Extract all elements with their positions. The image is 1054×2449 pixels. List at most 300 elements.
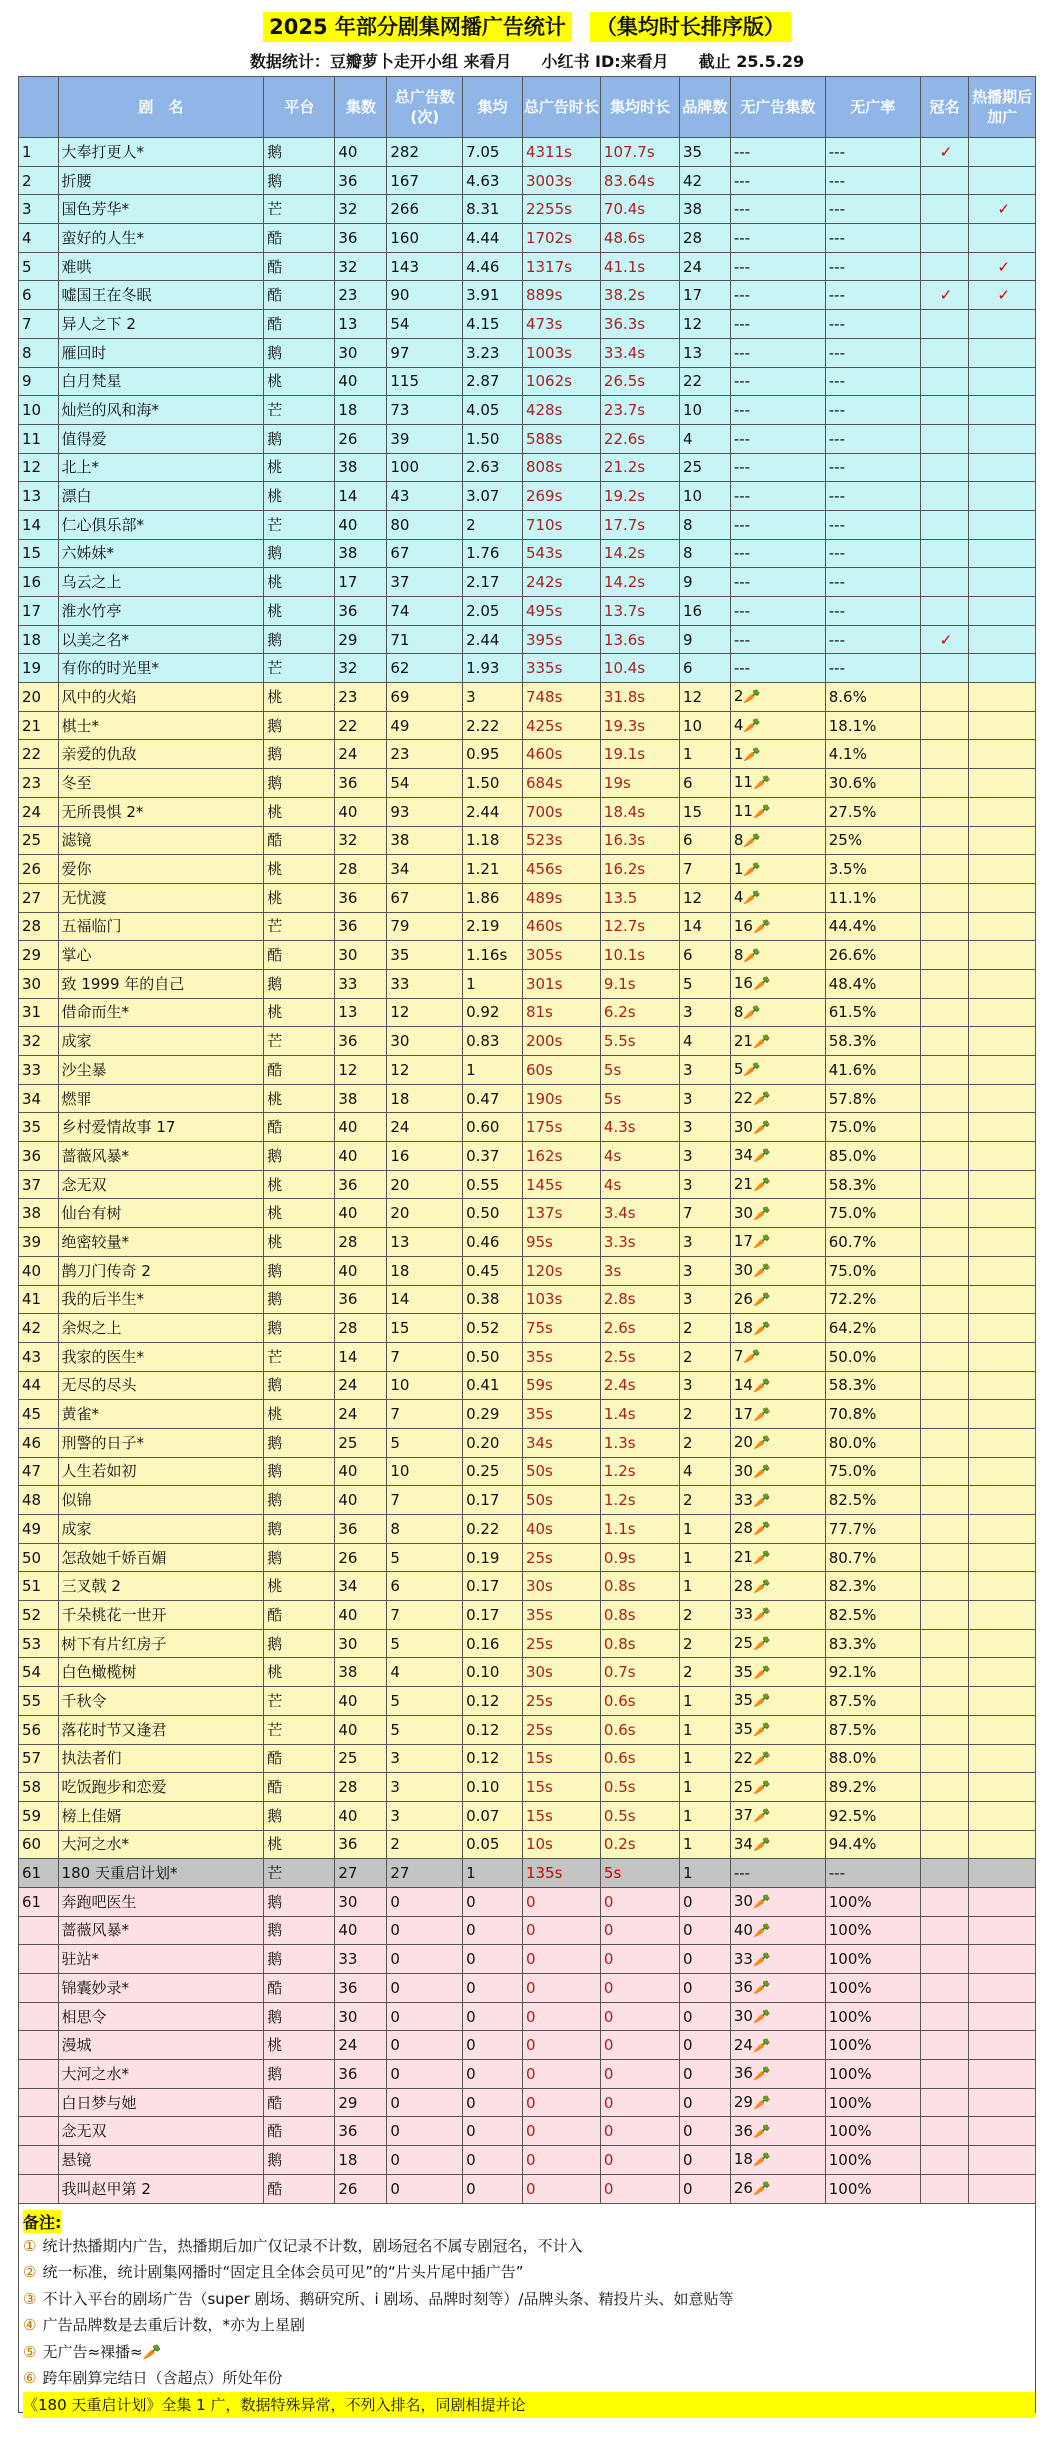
cell-text: 3 [390,1806,400,1825]
table-row [19,539,1036,568]
cell-text: 26 [338,1548,358,1567]
cell-rank [19,224,59,253]
cell-no-ad-episodes [730,855,825,884]
cell-text: 4.05 [466,401,500,420]
cell-total-ads [387,2146,463,2175]
cell-text: 49 [390,716,410,735]
cell-rank [19,2031,59,2060]
cell-episodes [335,797,387,826]
cell-text: 鹅 [267,343,283,362]
cell-text: 12.7s [603,917,646,936]
cell-text: 40 [338,1921,358,1940]
cell-avg-ads [463,1773,523,1802]
cell-brands [680,568,731,597]
cell-text: 6 [22,286,32,305]
cell-avg-ads [463,1084,523,1113]
cell-text: 460s [525,745,563,764]
cell-text: 305s [525,946,563,965]
cell-no-ad-rate [825,2146,920,2175]
cell-text: 50.0% [828,1347,877,1366]
cell-no-ad-rate [825,797,920,826]
cell-total-ad-time [522,2002,600,2031]
cell-text: 22.6s [603,429,646,448]
cell-text: 3 [390,1749,400,1768]
cell-text: 白色橄榄树 [61,1663,137,1682]
cell-brands [680,826,731,855]
cell-text: 38 [390,831,410,850]
cell-brands [680,1027,731,1056]
cell-text: 鹅 [267,2007,283,2026]
cell-text: 36 [338,773,358,792]
cell-avg-ads [463,1830,523,1859]
cell-brands [680,166,731,195]
cell-text: 135s [525,1864,563,1883]
cell-text: 93 [390,802,410,821]
cell-late-ads [969,1428,1036,1457]
cell-sponsor [920,1629,969,1658]
carrot-icon: 🥕 [743,861,761,878]
cell-platform [264,2088,335,2117]
cell-late-ads [969,138,1036,167]
cell-platform [264,310,335,339]
cell-no-ad-rate [825,1056,920,1085]
cell-text: 28 [22,917,42,936]
cell-text: 0.38 [466,1290,500,1309]
cell-text: 27 [390,1864,410,1883]
cell-text: 1 [683,1548,693,1567]
cell-text: 40 [338,1462,358,1481]
cell-late-ads [969,539,1036,568]
cell-text: 鹅 [267,1892,283,1911]
cell-text: 12 [338,1060,358,1079]
cell-text: 国色芳华* [61,200,130,219]
cell-text: 48.6s [603,228,646,247]
cell-no-ad-episodes [730,2060,825,2089]
cell-text: 25 [22,831,42,850]
cell-no-ad-rate [825,625,920,654]
cell-text: --- [733,458,751,477]
cell-avg-ad-time [600,1027,679,1056]
cell-total-ad-time [522,1572,600,1601]
cell-text: 36 [338,171,358,190]
carrot-icon: 🥕 [752,2095,771,2112]
header-sponsor: 冠名 [920,77,969,138]
cell-avg-ads [463,855,523,884]
cell-episodes [335,1457,387,1486]
cell-no-ad-rate [825,1629,920,1658]
cell-text: 588s [525,429,563,448]
cell-text: 8 [683,544,693,563]
cell-text: 32 [338,831,358,850]
cell-total-ads [387,1228,463,1257]
cell-total-ad-time [522,1773,600,1802]
cell-avg-ad-time [600,310,679,339]
cell-avg-ads [463,2088,523,2117]
table-row [19,568,1036,597]
cell-text: 桃 [267,372,283,391]
cell-text: 45 [22,1405,42,1424]
cell-text: 0.19 [466,1548,500,1567]
cell-text: 0 [390,2179,400,2198]
cell-text: --- [828,458,845,477]
cell-no-ad-rate [825,1916,920,1945]
table-row [19,1515,1036,1544]
cell-text: 49 [22,1519,42,1538]
cell-episodes [335,1084,387,1113]
cell-no-ad-episodes [730,568,825,597]
cell-text: 25s [525,1691,553,1710]
cell-text: 31.8s [603,687,646,706]
cell-text: 6 [683,831,693,850]
cell-text: 7.05 [466,142,500,161]
cell-text: 桃 [267,1835,283,1854]
cell-avg-ads [463,1457,523,1486]
cell-text: 0.41 [466,1376,500,1395]
cell-text: 35 [733,1691,753,1710]
cell-text: 似锦 [61,1491,92,1510]
cell-no-ad-episodes [730,1859,825,1888]
cell-sponsor [920,1744,969,1773]
cell-avg-ad-time [600,166,679,195]
cell-text: 36 [338,1978,358,1997]
cell-no-ad-rate [825,252,920,281]
cell-text: 0 [390,1978,400,1997]
cell-text: ✓ [997,200,1010,219]
cell-text: 24 [338,1376,358,1395]
cell-text: 75s [525,1319,553,1338]
cell-platform [264,1945,335,1974]
cell-total-ad-time [522,2117,600,2146]
cell-rank [19,1228,59,1257]
table-row [19,138,1036,167]
cell-text: 395s [525,630,563,649]
cell-text: 28 [733,1519,753,1538]
cell-episodes [335,883,387,912]
cell-text: 82.5% [828,1605,877,1624]
cell-late-ads [969,453,1036,482]
cell-rank [19,2002,59,2031]
cell-no-ad-rate [825,1084,920,1113]
cell-text: 鹅 [267,1806,283,1825]
cell-late-ads [969,1744,1036,1773]
cell-text: 23 [338,286,358,305]
cell-text: 26.6% [828,946,877,965]
cell-text: 桃 [267,601,283,620]
cell-rank [19,482,59,511]
cell-text: 5 [390,1634,400,1653]
cell-text: 8.6% [828,687,867,706]
cell-text: 难哄 [61,257,92,276]
cell-text: 1.21 [466,860,500,879]
cell-text: 11 [733,802,753,821]
cell-avg-ad-time [600,1601,679,1630]
cell-text: 鹅 [267,1921,283,1940]
cell-rank [19,740,59,769]
cell-brands [680,1228,731,1257]
cell-avg-ads [463,1572,523,1601]
cell-text: 爱你 [61,860,92,879]
cell-text: 15 [683,802,703,821]
table-row [19,740,1036,769]
cell-episodes [335,539,387,568]
cell-rank [19,568,59,597]
cell-platform [264,855,335,884]
cell-text: 22 [22,745,42,764]
table-row [19,1887,1036,1916]
cell-total-ads [387,367,463,396]
cell-text: 34 [390,860,410,879]
cell-text: 30 [733,2007,753,2026]
cell-sponsor [920,998,969,1027]
cell-text: 4 [683,1032,693,1051]
cell-text: 12 [390,1003,410,1022]
note-item [23,2233,1035,2260]
cell-total-ads [387,912,463,941]
cell-no-ad-rate [825,510,920,539]
cell-text: 有你的时光里* [61,659,160,678]
cell-text: 0 [525,1950,536,1969]
cell-no-ad-rate [825,1256,920,1285]
cell-rank [19,195,59,224]
cell-brands [680,367,731,396]
cell-text: 5s [603,1060,622,1079]
cell-sponsor [920,625,969,654]
cell-no-ad-episodes [730,769,825,798]
cell-sponsor [920,1113,969,1142]
cell-avg-ad-time [600,138,679,167]
cell-total-ads [387,1658,463,1687]
cell-no-ad-rate [825,1285,920,1314]
cell-text: 22 [683,372,703,391]
cell-title [58,1486,264,1515]
cell-text: 3 [683,1003,693,1022]
header-late-ads: 热播期后加广 [969,77,1036,138]
cell-total-ad-time [522,195,600,224]
cell-episodes [335,1199,387,1228]
cell-total-ads [387,1084,463,1113]
cell-avg-ad-time [600,625,679,654]
cell-sponsor [920,740,969,769]
cell-text: 8 [733,945,744,964]
cell-platform [264,1371,335,1400]
cell-text: 树下有片红房子 [61,1634,167,1653]
cell-late-ads [969,2146,1036,2175]
cell-late-ads [969,1199,1036,1228]
cell-text: 芒 [267,659,283,678]
cell-late-ads [969,711,1036,740]
cell-late-ads [969,1658,1036,1687]
cell-text: 1 [733,859,744,878]
carrot-icon: 🥕 [752,1550,771,1567]
cell-avg-ad-time [600,1715,679,1744]
cell-rank [19,1199,59,1228]
cell-text: 2 [683,1663,693,1682]
cell-no-ad-rate [825,883,920,912]
cell-sponsor [920,1515,969,1544]
cell-text: 2.6s [603,1319,636,1338]
cell-avg-ad-time [600,912,679,941]
cell-text: 26 [733,1289,753,1308]
cell-episodes [335,1515,387,1544]
sheet-title: 2025 年部分剧集网播广告统计 [263,12,572,42]
cell-total-ads [387,941,463,970]
cell-avg-ad-time [600,1228,679,1257]
cell-brands [680,1744,731,1773]
note-number: ⑥ [23,2369,37,2387]
cell-platform [264,1428,335,1457]
cell-text: 50s [525,1491,553,1510]
cell-total-ad-time [522,625,600,654]
cell-brands [680,138,731,167]
cell-episodes [335,969,387,998]
cell-brands [680,1342,731,1371]
carrot-icon: 🥕 [752,1578,771,1595]
table-row [19,424,1036,453]
table-row [19,1256,1036,1285]
cell-platform [264,883,335,912]
cell-text: 3 [683,1089,693,1108]
cell-title [58,2002,264,2031]
cell-text: 0 [390,2093,400,2112]
cell-text: 刑警的日子* [61,1433,145,1452]
cell-text: 47 [22,1462,42,1481]
cell-total-ad-time [522,1658,600,1687]
cell-avg-ads [463,2174,523,2203]
cell-sponsor [920,1457,969,1486]
cell-text: 14.2s [603,544,646,563]
cell-text: 92.1% [828,1663,877,1682]
cell-no-ad-episodes [730,1056,825,1085]
cell-rank [19,1572,59,1601]
cell-sponsor [920,1658,969,1687]
cell-platform [264,539,335,568]
cell-text: 21.2s [603,458,646,477]
cell-total-ad-time [522,1687,600,1716]
cell-text: 鹅 [267,974,283,993]
cell-avg-ad-time [600,1199,679,1228]
cell-rank [19,539,59,568]
cell-text: 87.5% [828,1720,877,1739]
cell-text: 175s [525,1118,563,1137]
cell-avg-ads [463,1859,523,1888]
cell-late-ads [969,855,1036,884]
cell-platform [264,138,335,167]
cell-text: 38 [338,544,358,563]
cell-sponsor [920,453,969,482]
cell-no-ad-rate [825,1543,920,1572]
cell-text: 36 [338,1032,358,1051]
cell-sponsor [920,1170,969,1199]
cell-title [58,1687,264,1716]
cell-no-ad-episodes [730,1428,825,1457]
cell-text: 1 [733,744,744,763]
cell-sponsor [920,2031,969,2060]
cell-total-ads [387,797,463,826]
cell-brands [680,1170,731,1199]
cell-text: 吃饭跑步和恋爱 [61,1778,167,1797]
cell-text: 36 [338,2122,358,2141]
cell-total-ads [387,1916,463,1945]
cell-brands [680,1113,731,1142]
cell-total-ad-time [522,1457,600,1486]
cell-sponsor [920,1773,969,1802]
cell-text: 35 [390,946,410,965]
cell-text: 人生若如初 [61,1462,137,1481]
cell-text: --- [733,171,751,190]
cell-episodes [335,453,387,482]
cell-text: 念无双 [61,1175,107,1194]
cell-episodes [335,654,387,683]
cell-rank [19,941,59,970]
cell-rank [19,1457,59,1486]
cell-no-ad-episodes [730,912,825,941]
title-row [18,10,1036,44]
cell-text: 相思令 [61,2007,107,2026]
table-row [19,1027,1036,1056]
cell-sponsor [920,2002,969,2031]
cell-rank [19,1629,59,1658]
cell-late-ads [969,1142,1036,1171]
carrot-icon: 🥕 [752,1750,771,1767]
cell-total-ads [387,2031,463,2060]
cell-text: 25 [338,1749,358,1768]
cell-text: 33 [733,1605,753,1624]
cell-brands [680,1543,731,1572]
cell-no-ad-rate [825,138,920,167]
cell-sponsor [920,1916,969,1945]
cell-avg-ads [463,510,523,539]
cell-text: 乡村爱情故事 17 [61,1118,176,1137]
table-row [19,396,1036,425]
cell-total-ads [387,1715,463,1744]
cell-text: 0.10 [466,1778,500,1797]
cell-text: 雁回时 [61,343,107,362]
cell-no-ad-rate [825,482,920,511]
cell-text: 我的后半生* [61,1290,145,1309]
cell-text: 4 [733,716,744,735]
cell-rank [19,1974,59,2003]
carrot-icon: 🥕 [743,718,761,735]
cell-text: 26 [338,2179,358,2198]
cell-avg-ads [463,1428,523,1457]
cell-text: 1 [683,1806,693,1825]
cell-text: 31 [22,1003,42,1022]
cell-title [58,195,264,224]
cell-text: 0 [525,2093,536,2112]
cell-title [58,1715,264,1744]
cell-title [58,281,264,310]
cell-brands [680,1428,731,1457]
cell-text: 36 [338,228,358,247]
cell-text: 5 [733,1060,744,1079]
cell-total-ad-time [522,539,600,568]
cell-episodes [335,1715,387,1744]
cell-rank [19,138,59,167]
cell-text: 桃 [267,458,283,477]
cell-text: 无忧渡 [61,888,107,907]
cell-platform [264,1629,335,1658]
cell-platform [264,1773,335,1802]
cell-total-ad-time [522,1486,600,1515]
cell-text: 6 [683,659,693,678]
cell-text: 4.3s [603,1118,636,1137]
carrot-icon: 🥕 [743,890,761,907]
cell-title [58,683,264,712]
cell-text: 40 [338,1720,358,1739]
cell-text: 80 [390,515,410,534]
cell-brands [680,2060,731,2089]
cell-text: 白月梵星 [61,372,122,391]
